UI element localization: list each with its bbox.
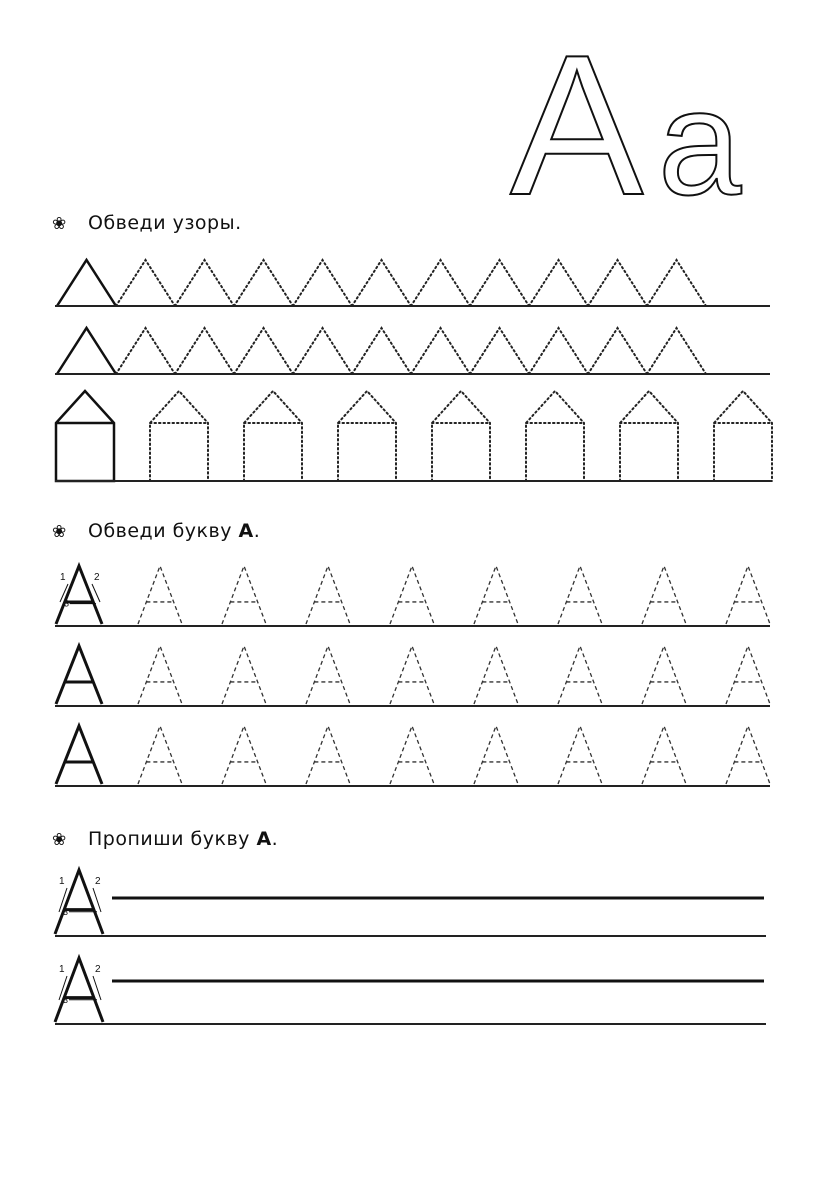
- dashed-letter-a: [642, 726, 686, 784]
- dashed-letter-a: [306, 726, 350, 784]
- stroke-number: 1: [59, 964, 65, 975]
- sample-house: [56, 391, 114, 481]
- dashed-letter-a: [390, 726, 434, 784]
- section-title-text: Пропиши букву: [88, 828, 257, 850]
- letter-write-row: [55, 958, 766, 1024]
- triangle-pattern-row: [55, 260, 770, 306]
- dotted-triangle: [175, 328, 234, 374]
- dotted-house: [714, 391, 772, 481]
- dashed-letter-a: [726, 646, 770, 704]
- stroke-number: 2: [94, 572, 100, 583]
- section-title-text: Обведи узоры.: [88, 212, 242, 234]
- dotted-house: [526, 391, 584, 481]
- letter-trace-row: [55, 566, 770, 626]
- stroke-number: 3: [64, 598, 70, 609]
- letter-trace-row: [55, 726, 770, 786]
- dotted-triangle: [529, 328, 588, 374]
- flower-icon: ❀: [52, 214, 67, 234]
- dashed-letter-a: [138, 646, 182, 704]
- dashed-letter-a: [138, 566, 182, 624]
- stroke-number: 2: [95, 876, 101, 887]
- dotted-triangle: [234, 328, 293, 374]
- dashed-letter-a: [726, 726, 770, 784]
- dotted-triangle: [470, 260, 529, 306]
- section-title-period: .: [253, 520, 261, 542]
- dashed-letter-a: [390, 566, 434, 624]
- dotted-house: [150, 391, 208, 481]
- dotted-triangle: [293, 260, 352, 306]
- section-title-text: Обведи букву: [88, 520, 239, 542]
- dotted-triangle: [470, 328, 529, 374]
- outlined-letter-upper: A: [510, 18, 644, 208]
- dashed-letter-a: [474, 646, 518, 704]
- sample-triangle: [57, 260, 116, 306]
- dotted-triangle: [175, 260, 234, 306]
- dotted-house: [432, 391, 490, 481]
- dotted-triangle: [293, 328, 352, 374]
- dotted-triangle: [529, 260, 588, 306]
- stroke-number: 1: [60, 572, 66, 583]
- dotted-triangle: [116, 328, 175, 374]
- section-title-period: .: [271, 828, 279, 850]
- stroke-number: 2: [95, 964, 101, 975]
- dotted-house: [620, 391, 678, 481]
- dashed-letter-a: [138, 726, 182, 784]
- dashed-letter-a: [222, 566, 266, 624]
- dashed-letter-a: [306, 566, 350, 624]
- dotted-triangle: [352, 260, 411, 306]
- dotted-triangle: [234, 260, 293, 306]
- section-title-letter: А: [238, 520, 254, 542]
- outlined-letter-lower: a: [658, 58, 742, 208]
- dotted-house: [244, 391, 302, 481]
- stroke-number: 3: [63, 906, 69, 917]
- dashed-letter-a: [474, 566, 518, 624]
- dotted-triangle: [647, 260, 706, 306]
- dashed-letter-a: [390, 646, 434, 704]
- dashed-letter-a: [222, 646, 266, 704]
- sample-letter-a: [56, 646, 102, 704]
- dotted-triangle: [411, 260, 470, 306]
- dashed-letter-a: [558, 726, 602, 784]
- dotted-triangle: [411, 328, 470, 374]
- section-title-letter: А: [256, 828, 272, 850]
- letter-trace-row: [55, 646, 770, 706]
- dashed-letter-a: [474, 726, 518, 784]
- triangle-pattern-row: [55, 328, 770, 374]
- stroke-number: 1: [59, 876, 65, 887]
- dotted-triangle: [647, 328, 706, 374]
- dashed-letter-a: [642, 646, 686, 704]
- flower-icon: ❀: [52, 522, 67, 542]
- dashed-letter-a: [558, 566, 602, 624]
- dotted-house: [338, 391, 396, 481]
- dotted-triangle: [116, 260, 175, 306]
- stroke-number: 3: [63, 994, 69, 1005]
- dotted-triangle: [352, 328, 411, 374]
- sample-letter-a: [56, 726, 102, 784]
- dashed-letter-a: [306, 646, 350, 704]
- dotted-triangle: [588, 260, 647, 306]
- dashed-letter-a: [642, 566, 686, 624]
- house-pattern-row: [55, 391, 772, 481]
- dashed-letter-a: [558, 646, 602, 704]
- dashed-letter-a: [726, 566, 770, 624]
- flower-icon: ❀: [52, 830, 67, 850]
- dashed-letter-a: [222, 726, 266, 784]
- sample-triangle: [57, 328, 116, 374]
- dotted-triangle: [588, 328, 647, 374]
- letter-write-row: [55, 870, 766, 936]
